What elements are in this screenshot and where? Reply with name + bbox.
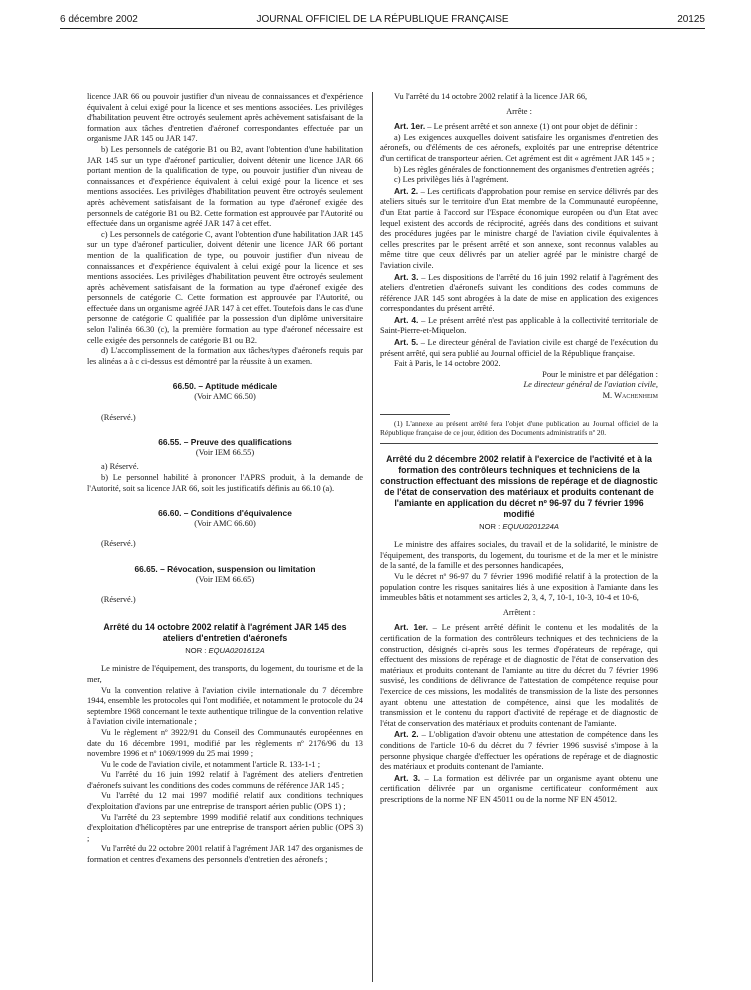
article-text: – L'obligation d'avoir obtenu une attestation de compétence dans les conditions de l'article 10-6 du décret du 7 février 1996 susvisé s'impose à la personne physique chargée d'effectuer les opérations de repérage et de diagnostic des matériaux et produits contenant de l'amiante. xyxy=(380,730,658,772)
article-3 xyxy=(380,773,658,806)
paragraph: b) Les personnels de catégorie B1 ou B2, avant l'obtention d'une habilitation JAR 145 sur un type d'aéronef particulier, doivent détenir une licence JAR 66 portant mention de la qualification de type, ou pouvoir justifier d'un niveau de connaissances et d'expérience équivalent à celui exigé pour la licence et ses mentions associées. Les privilèges d'habilitation peuvent être octroyés seulement après achèvement satisfaisant de la formation au type d'aéronef exigée des personnels de catégorie B1 ou B2. Cette formation est approuvée par l'Autorité ou effectuée dans un organisme agréé JAR 147 à cet effet. xyxy=(87,144,363,229)
nor-reference xyxy=(380,522,658,533)
visa-paragraph: Vu l'arrêté du 23 septembre 1999 modifié relatif aux conditions techniques d'exploitation d'hélicoptères par une entreprise de transport aérien public (OPS 3) ; xyxy=(87,812,363,843)
footnote-rule xyxy=(380,414,450,415)
arrete-title: Arrêté du 2 décembre 2002 relatif à l'exercice de l'activité et à la formation des contrôleurs techniques et techniciens de la construction effectuant des missions de repérage et de diagnostic de l'état de conservation des matériaux et produits contenant de l'amiante en application du décret nº 96-97 du 7 février 1996 modifié xyxy=(380,453,658,519)
nor-reference xyxy=(87,646,363,657)
signing-place-date: Fait à Paris, le 14 octobre 2002. xyxy=(394,359,501,369)
visa-paragraph: Vu l'arrêté du 16 juin 1992 relatif à l'agrément des ateliers d'entretien d'aéronefs suivant les conditions des codes communs de référence JAR 145 ; xyxy=(87,770,363,790)
paragraph: a) Réservé. xyxy=(101,462,139,472)
article-2 xyxy=(380,186,658,272)
article-5 xyxy=(380,337,658,359)
section-title: 66.65. – Révocation, suspension ou limitation xyxy=(134,563,316,574)
visa-paragraph: Vu le code de l'aviation civile, et notamment l'article R. 133-1-1 ; xyxy=(101,759,321,769)
article-text: – Les certificats d'approbation pour remise en service délivrés par des ateliers situés sur le territoire d'un Etat membre de la Communauté européenne, d'un Etat partie à l'accord sur l'Espace économique européen ou d'un Etat avec lequel existent des accords de réciprocité, agréés dans des conditions et suivant des procédures jugées par le ministre chargé de l'aviation civile équivalentes à celles prescrites par le présent arrêté et son annexe, sont reconnus valables au même titre que ceux délivrés par un atelier agréé par le ministre chargé de l'aviation civile. xyxy=(380,186,658,270)
left-column xyxy=(87,92,363,866)
article-text: – Le présent arrêté et son annexe (1) ont pour objet de définir : xyxy=(425,122,638,132)
section-title: 66.55. – Preuve des qualifications xyxy=(158,437,292,448)
visa-paragraph: Vu le règlement nº 3922/91 du Conseil des Communautés européennes en date du 16 décembre 1991, modifié par les règlements nº 2176/96 du 13 novembre 1996 et nº 1069/1999 du 25 mai 1999 ; xyxy=(87,727,363,759)
article-label: Art. 3. xyxy=(394,271,419,282)
article-label: Art. 1er. xyxy=(394,121,426,132)
article-text: – Le présent arrêté n'est pas applicable à la collectivité territoriale de Saint-Pierre-et-Miquelon. xyxy=(380,315,658,336)
paragraph: d) L'accomplissement de la formation aux tâches/types d'aéronefs requis par les alinéas a à c ci-dessus est démontré par la réussite à un examen. xyxy=(87,346,363,366)
paragraph: c) Les privilèges liés à l'agrément. xyxy=(394,175,509,185)
arrete-heading: Arrête : xyxy=(506,106,532,116)
visa-paragraph: Vu l'arrêté du 12 mai 1997 modifié relatif aux conditions techniques d'exploitation d'avions par une entreprise de transport aérien public (OPS 1) ; xyxy=(87,791,363,812)
header-journal-title: JOURNAL OFFICIEL DE LA RÉPUBLIQUE FRANÇAISE xyxy=(256,14,509,25)
paragraph: Le ministre des affaires sociales, du travail et de la solidarité, le ministre de l'équipement, des transports, du logement, du tourisme et de la mer et le ministre de la santé, de la famille et des personnes handicapées, xyxy=(380,540,658,571)
article-4 xyxy=(380,315,658,337)
paragraph: b) Le personnel habilité à prononcer l'APRS produit, à la demande de l'Autorité, soit sa licence JAR 66, soit les justificatifs définis au 66.10 (a). xyxy=(87,473,363,493)
paragraph: a) Les exigences auxquelles doivent satisfaire les organismes d'entretien des aéronefs, ou d'éléments de ces aéronefs, exploités par une entreprise détentrice d'un certificat de transporteur aérien. Cet agrément est dit « agrément JAR 145 » ; xyxy=(380,132,658,163)
nor-code: EQUU0201224A xyxy=(502,521,559,531)
article-label: Art. 3. xyxy=(394,772,421,783)
article-text: – La formation est délivrée par un organisme ayant obtenu une certification délivrée par un organisme certificateur conformément aux prescriptions de la norme NF EN 45011 ou de la norme NF EN 45012. xyxy=(380,773,658,804)
arrete-title: Arrêté du 14 octobre 2002 relatif à l'agrément JAR 145 des ateliers d'entretien d'aéronefs xyxy=(103,621,347,643)
header-page-number: 20125 xyxy=(677,14,705,25)
reserved-note: (Réservé.) xyxy=(101,539,136,549)
article-label: Art. 4. xyxy=(394,314,419,325)
reserved-note: (Réservé.) xyxy=(101,412,136,422)
article-label: Art. 2. xyxy=(394,185,419,196)
article-1 xyxy=(380,622,658,729)
signature-line: Pour le ministre et par délégation : xyxy=(542,369,658,379)
visa-paragraph: Vu le décret nº 96-97 du 7 février 1996 modifié relatif à la protection de la population contre les risques sanitaires liés à une exposition à l'amiante dans les immeubles bâtis et notamment ses articles 2, 3, 4, 7, 10-1, 10-3, 10-4 et 10-6, xyxy=(380,572,658,603)
visa-paragraph: Vu l'arrêté du 14 octobre 2002 relatif à la licence JAR 66, xyxy=(394,92,588,101)
header-date: 6 décembre 2002 xyxy=(60,14,138,25)
page-header xyxy=(60,12,705,29)
paragraph: Le ministre de l'équipement, des transports, du logement, du tourisme et de la mer, xyxy=(87,664,363,684)
column-divider xyxy=(372,92,373,982)
section-66-50 xyxy=(87,381,363,402)
section-reference: (Voir IEM 66.65) xyxy=(195,574,255,584)
article-3 xyxy=(380,272,658,315)
paragraph: licence JAR 66 ou pouvoir justifier d'un niveau de connaissances et d'expérience équivalent à celui exigé pour la licence et ses mentions associées. Les privilèges d'habilitation peuvent être octroyés seulement après achèvement satisfaisant de la formation aux tâches d'entretien d'aéronef correspondantes effectuée par un organisme JAR 145 ou JAR 147. xyxy=(87,92,363,144)
visa-paragraph: Vu la convention relative à l'aviation civile internationale du 7 décembre 1944, ensemble les protocoles qui l'ont modifiée, et notamment le protocole du 24 septembre 1968 concernant le texte authentique trilingue de la convention relative à l'aviation civile internationale ; xyxy=(87,685,363,727)
section-title: 66.60. – Conditions d'équivalence xyxy=(158,508,292,519)
section-66-55 xyxy=(87,437,363,458)
article-text: – Les dispositions de l'arrêté du 16 juin 1992 relatif à l'agrément des ateliers d'entretien d'aéronefs suivant les conditions des codes communs de référence JAR 145 sont abrogées à la date de mise en application des exigences correspondantes du présent arrêté. xyxy=(380,272,658,314)
section-reference: (Voir AMC 66.60) xyxy=(194,518,256,528)
visa-paragraph: Vu l'arrêté du 22 octobre 2001 relatif à l'agrément JAR 147 des organismes de formation et centres d'examens des personnels d'entretien des aéronefs ; xyxy=(87,844,363,865)
footnote: (1) L'annexe au présent arrêté fera l'objet d'une publication au Journal officiel de la République française de ce jour, édition des Documents administratifs nº 20. xyxy=(380,418,658,437)
section-title: 66.50. – Aptitude médicale xyxy=(172,381,278,392)
nor-label: NOR : xyxy=(185,645,207,655)
article-1 xyxy=(380,121,658,133)
nor-code: EQUA0201612A xyxy=(208,645,265,655)
section-66-65 xyxy=(87,564,363,585)
footnote-separator xyxy=(380,443,658,444)
section-reference: (Voir AMC 66.50) xyxy=(194,392,256,402)
article-2 xyxy=(380,729,658,772)
reserved-note: (Réservé.) xyxy=(101,595,136,605)
signature-title: Le directeur général de l'aviation civile, xyxy=(523,380,658,390)
nor-label: NOR : xyxy=(479,521,501,531)
signature-name: M. Wachenheim xyxy=(602,391,658,401)
section-reference: (Voir IEM 66.55) xyxy=(195,447,255,457)
article-label: Art. 5. xyxy=(394,337,419,348)
right-column xyxy=(380,92,658,805)
section-66-60 xyxy=(87,508,363,529)
paragraph: c) Les personnels de catégorie C, avant l'obtention d'une habilitation JAR 145 sur un type d'aéronef particulier, doivent détenir une licence JAR 66 portant mention de la qualification de type, ou pouvoir justifier d'un niveau de connaissances et d'expérience équivalent à celui exigé pour la licence et ses mentions associées. Les privilèges d'habilitation peuvent être octroyés seulement après achèvement satisfaisant de la formation au type d'aéronef exigée des personnels de catégorie C. Cette formation est approuvée par l'Autorité, ou effectuée dans un organisme agréé JAR 147 à cet effet. Toutefois dans le cas d'une personne de catégorie C qualifiée par la possession d'un diplôme universitaire selon l'alinéa 66.30 (c), la première formation au type d'aéronef nécessaire est celle exigée des personnels de catégorie B1 ou B2. xyxy=(87,229,363,345)
arretent-heading: Arrêtent : xyxy=(502,607,536,617)
article-text: – Le directeur général de l'aviation civile est chargé de l'exécution du présent arrêté, qui sera publié au Journal officiel de la République française. xyxy=(380,338,658,358)
article-label: Art. 1er. xyxy=(394,622,428,633)
article-text: – Le présent arrêté définit le contenu et les modalités de la certification de la formation des contrôleurs techniques et des techniciens de la construction, désignés ci-après sous les termes d'opérateurs de repérage, qui effectuent des missions de repérage et de diagnostic de l'état de conservation des matériaux et produits contenant de l'amiante au titre du décret du 7 février 1996 susvisé, les conditions de délivrance de l'attestation de compétence requise pour l'exercice de ces missions, les modalités de transmission de la liste des personnes ayant obtenu une attestation de compétence, ainsi que les modalités de transmission et le contenu du rapport d'activité de repérage et de diagnostic de l'état de conservation des matériaux et produits contenant de l'amiante. xyxy=(380,623,658,728)
article-label: Art. 2. xyxy=(394,729,419,740)
paragraph: b) Les règles générales de fonctionnement des organismes d'entretien agréés ; xyxy=(394,164,654,174)
